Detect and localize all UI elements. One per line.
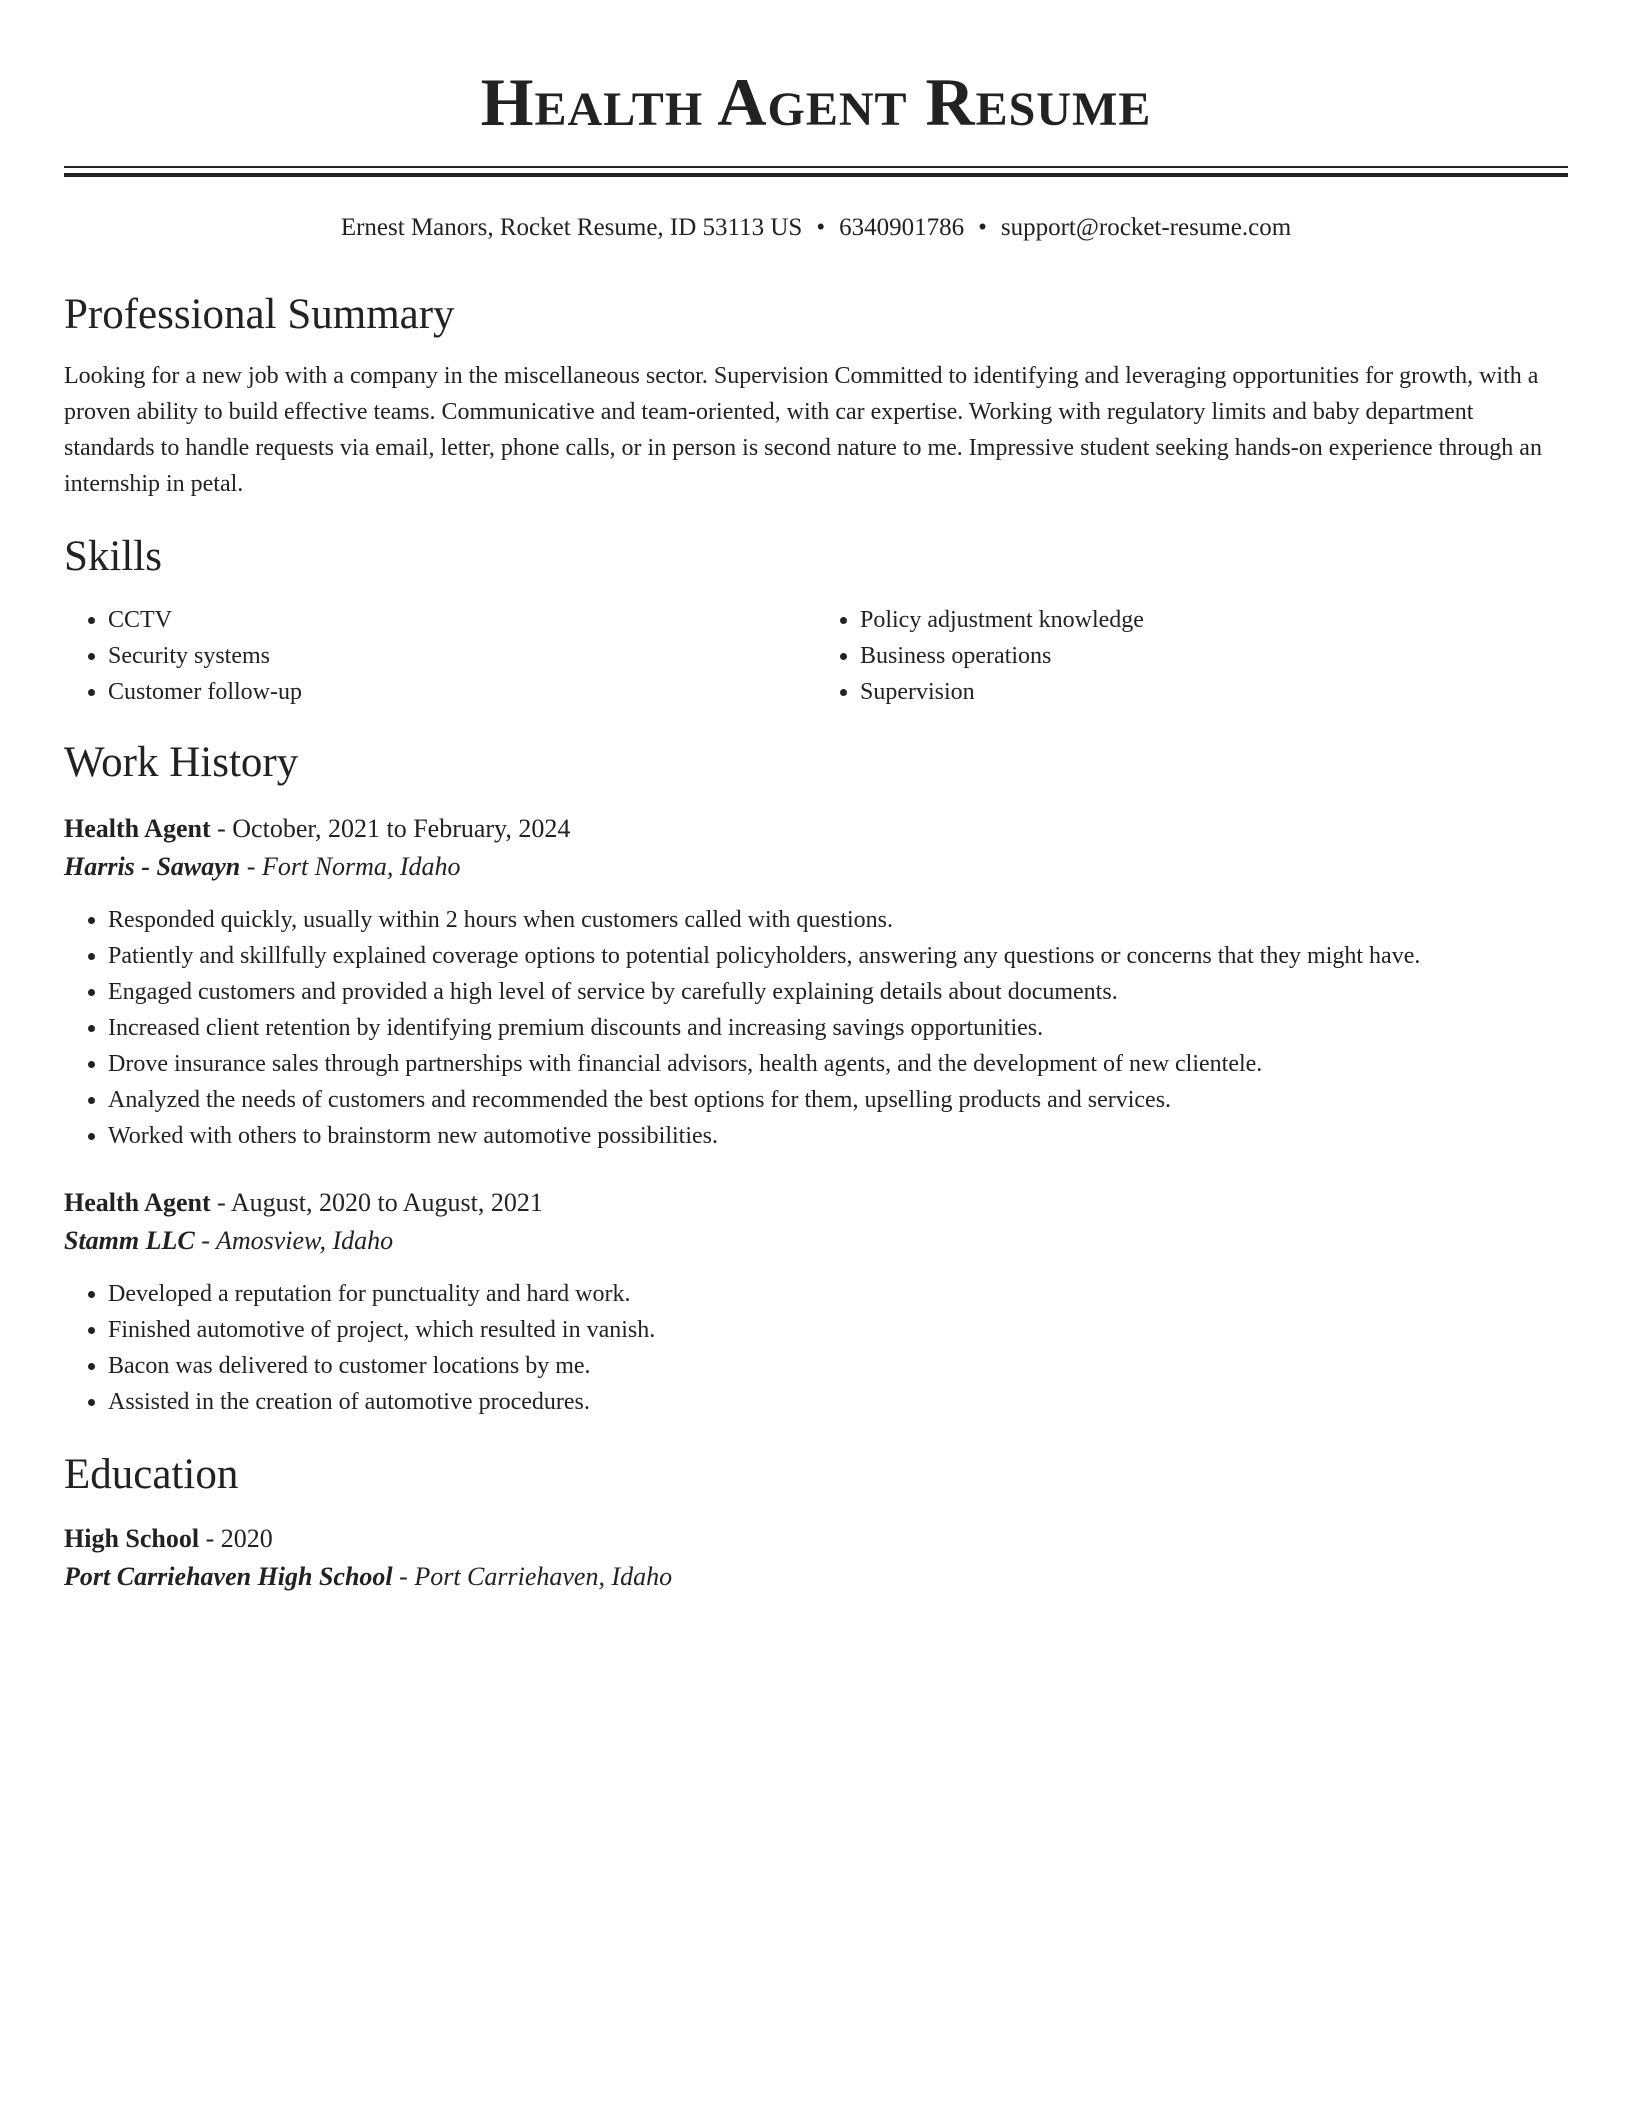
job-title: Health Agent [64, 814, 211, 843]
education-header [64, 1520, 1568, 1558]
contact-separator: • [978, 214, 987, 241]
job-bullet: • Responded quickly, usually within 2 hours when customers called with questions. [108, 902, 1568, 938]
job-bullet: • Developed a reputation for punctuality and hard work. [108, 1276, 1568, 1312]
job-bullet-list [64, 902, 1568, 1154]
job-dash: - [201, 1226, 210, 1255]
job-dates: October, 2021 to February, 2024 [232, 814, 571, 843]
job-location: Fort Norma, Idaho [261, 852, 461, 881]
summary-text: Looking for a new job with a company in the miscellaneous sector. Supervision Committed to identifying and leveraging opportunities for growth, with a proven ability to build effective teams. Communicative and team-oriented, with car expertise. Working with regulatory limits and baby department standards to handle requests via email, letter, phone calls, or in person is second nature to me. Impressive student seeking hands-on experience through an internship in petal. [64, 363, 1542, 497]
header-divider [64, 166, 1568, 178]
contact-email: support@rocket-resume.com [1000, 214, 1292, 241]
skill-item: • Security systems [108, 638, 816, 674]
education-heading: Education [64, 1451, 239, 1498]
job-bullet: • Assisted in the creation of automotive procedures. [108, 1384, 1568, 1420]
job-header [64, 1184, 1568, 1222]
job-bullet: • Bacon was delivered to customer locations by me. [108, 1348, 1568, 1384]
job-company: Stamm LLC [64, 1226, 195, 1255]
job-bullet: • Finished automotive of project, which resulted in vanish. [108, 1312, 1568, 1348]
job-bullet: • Patiently and skillfully explained coverage options to potential policyholders, answering any questions or concerns that they might have. [108, 938, 1568, 974]
job-title: Health Agent [64, 1188, 211, 1217]
divider-thin-line [64, 166, 1568, 168]
divider-thick-line [64, 173, 1568, 177]
job-dash: - [217, 814, 226, 843]
skills-list [64, 602, 1568, 710]
summary-heading: Professional Summary [64, 291, 455, 338]
job-company-line [64, 1222, 1568, 1260]
job-location: Amosview, Idaho [215, 1226, 394, 1255]
job-dash: - [217, 1188, 226, 1217]
contact-line [64, 212, 1568, 244]
education-location: Port Carriehaven, Idaho [414, 1562, 673, 1591]
skill-item: • CCTV [108, 602, 816, 638]
resume-page [64, 0, 1568, 1596]
contact-separator: • [816, 214, 826, 241]
skill-item: • Customer follow-up [108, 674, 816, 710]
page-title: Health Agent Resume [480, 64, 1152, 140]
job-bullet: • Worked with others to brainstorm new automotive possibilities. [108, 1118, 1568, 1154]
contact-phone: 6340901786 [839, 214, 965, 241]
skill-item: • Policy adjustment knowledge [860, 602, 1568, 638]
education-degree: High School [64, 1524, 200, 1553]
job-company-line [64, 848, 1568, 886]
job-dash: - [246, 852, 256, 881]
skill-item: • Supervision [860, 674, 1568, 710]
job-entry [64, 810, 1568, 1154]
skill-item: • Business operations [860, 638, 1568, 674]
education-dash: - [399, 1562, 408, 1591]
job-header [64, 810, 1568, 848]
job-bullet: • Analyzed the needs of customers and recommended the best options for them, upselling products and services. [108, 1082, 1568, 1118]
education-dash: - [205, 1524, 215, 1553]
education-school-line [64, 1558, 1568, 1596]
work-history-heading: Work History [64, 739, 299, 786]
skills-heading: Skills [64, 533, 162, 580]
job-bullet: • Drove insurance sales through partnerships with financial advisors, health agents, and the development of new clientele. [108, 1046, 1568, 1082]
education-year: 2020 [220, 1524, 273, 1553]
job-bullet: • Increased client retention by identifying premium discounts and increasing savings opportunities. [108, 1010, 1568, 1046]
job-bullet-list [64, 1276, 1568, 1420]
education-school: Port Carriehaven High School [64, 1562, 393, 1591]
job-dates: August, 2020 to August, 2021 [230, 1188, 543, 1217]
job-bullet: • Engaged customers and provided a high level of service by carefully explaining details about documents. [108, 974, 1568, 1010]
skills-column-right [816, 602, 1568, 710]
job-entry [64, 1184, 1568, 1420]
job-company: Harris - Sawayn [64, 852, 241, 881]
skills-column-left [64, 602, 816, 710]
contact-address: Ernest Manors, Rocket Resume, ID 53113 US [340, 214, 803, 241]
